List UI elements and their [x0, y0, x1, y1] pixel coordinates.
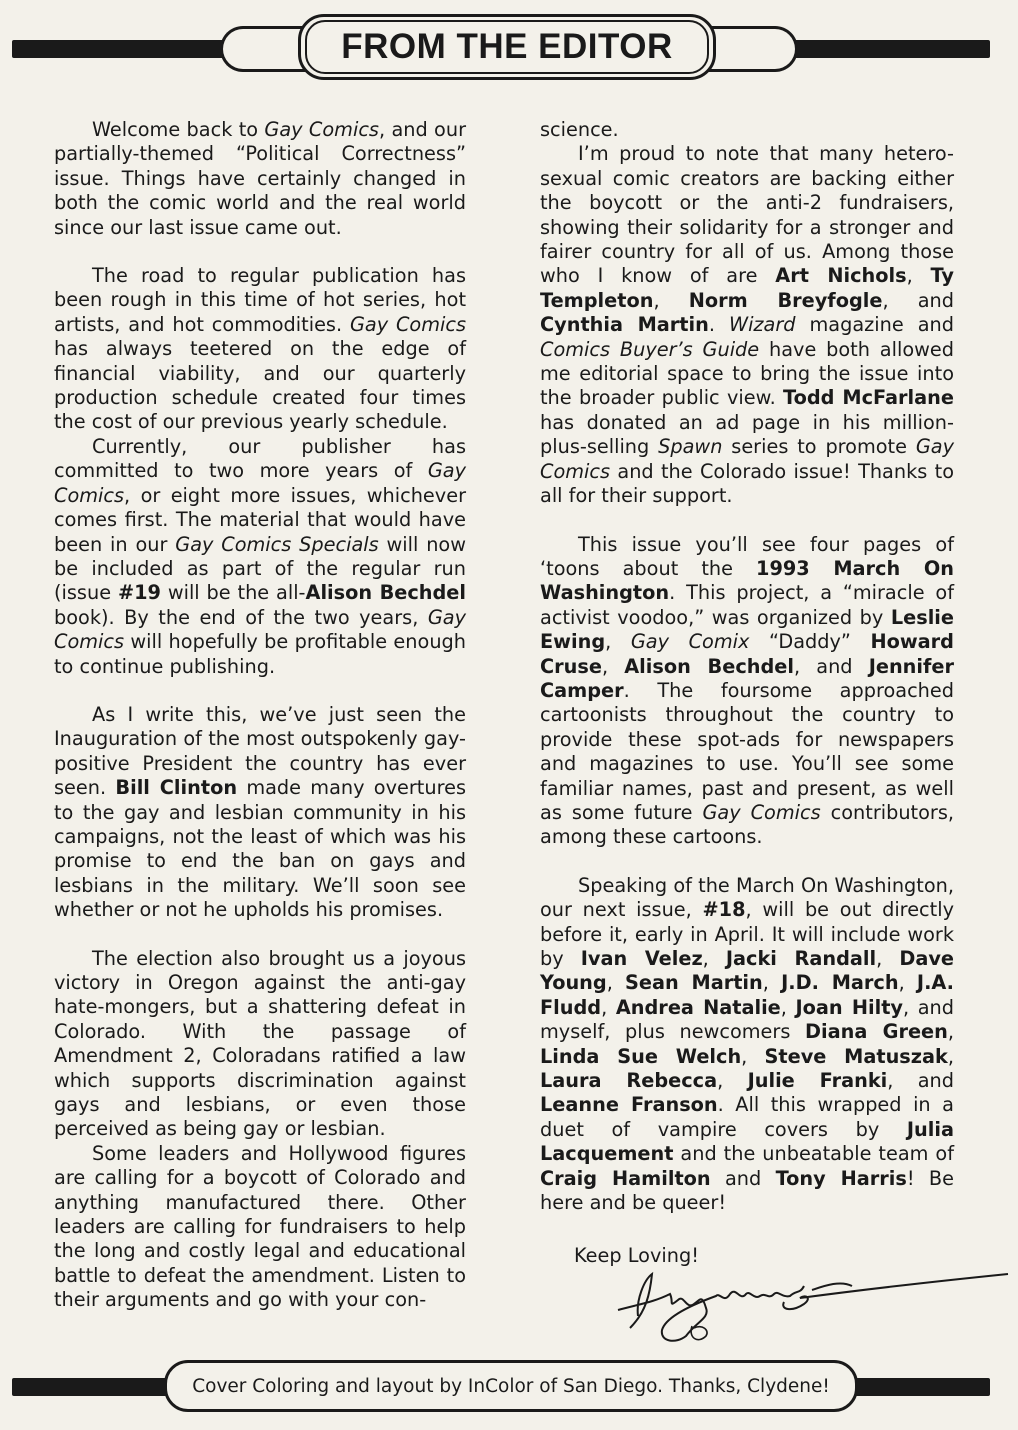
left-paragraph-2: The road to regular publication has been rough in this time of hot series, hot artists, and hot commodities. Gay Comics has always teetered on the edge of financial viability, and our quarterly production schedule created four times the cost of our previous yearly schedule. — [54, 264, 467, 434]
page-title: FROM THE EDITOR — [341, 27, 673, 66]
signoff: Keep Loving! — [574, 1244, 699, 1267]
header-cap-right — [708, 26, 798, 72]
footer-credit: Cover Coloring and layout by InColor of San Diego. Thanks, Clydene! — [192, 1375, 830, 1397]
left-paragraph-3: Currently, our publisher has committed to two more years of Gay Comics, or eight more issues, whichever comes first. The material that would have been in our Gay Comics Specials will now be included as part of the regular run (issue #19 will be the all-Alison Bechdel book). By the end of the two years, Gay Comics will hopefully be profitable enough to continue publishing. — [54, 434, 466, 678]
left-column — [54, 118, 466, 1313]
footer-credit-box — [164, 1360, 858, 1412]
right-paragraph-2: I’m proud to note that many hetero-sexual comic creators are backing either the boycott or the anti-2 fundraisers, showing their solidarity for a stronger and fairer country for all of us. Among those who I know of are Art Nichols, Ty Templeton, Norm Breyfogle, and Cynthia Martin. Wizard magazine and Comics Buyer’s Guide have both allowed me editorial space to bring the issue into the broader public view. Todd McFarlane has donated an ad page in his million-plus-selling Spawn series to promote Gay Comics and the Colorado issue! Thanks to all for their support. — [540, 142, 955, 508]
left-paragraph-1: Welcome back to Gay Comics, and our partially-themed “Political Correctness” issue. Things have certainly changed in both the comic world and the real world since our last issue came out. — [54, 118, 467, 239]
left-paragraph-5: The election also brought us a joyous victory in Oregon against the anti-gay hate-mongers, but a shattering defeat in Colorado. With the passage of Amendment 2, Coloradans ratified a law which supports discrimination against gays and lesbians, or even those perceived as being gay or lesbian. — [54, 946, 466, 1141]
right-column — [540, 118, 954, 1215]
left-paragraph-6: Some leaders and Hollywood figures are calling for a boycott of Colorado and anything manufactured there. Other leaders are calling for fundraisers to help the long and costly legal and educational battle to defeat the amendment. Listen to their arguments and go with your con- — [54, 1141, 466, 1312]
signature-image — [590, 1264, 1010, 1344]
header-cap-left — [220, 26, 310, 72]
title-inner-frame — [305, 20, 709, 74]
right-paragraph-3: This issue you’ll see four pages of ‘toons about the 1993 March On Washington. This project, a “miracle of activist voodoo,” was organized by Leslie Ewing, Gay Comix “Daddy” Howard Cruse, Alison Bechdel, and Jennifer Camper. The foursome approached cartoonists throughout the country to provide these spot-ads for newspapers and magazines to use. You’ll see some familiar names, past and present, as well as some future Gay Comics contributors, among these cartoons. — [540, 532, 955, 849]
right-paragraph-4: Speaking of the March On Washington, our next issue, #18, will be out directly before it, early in April. It will include work by Ivan Velez, Jacki Randall, Dave Young, Sean Martin, J.D. March, J.A. Fludd, Andrea Natalie, Joan Hilty, and myself, plus newcomers Diana Green, Linda Sue Welch, Steve Matuszak, Laura Rebecca, Julie Franki, and Leanne Franson. All this wrapped in a duet of vampire covers by Julia Lacquement and the unbeatable team of Craig Hamilton and Tony Harris! Be here and be queer! — [540, 873, 955, 1215]
right-paragraph-1: science. — [540, 118, 619, 141]
left-paragraph-4: As I write this, we’ve just seen the Inauguration of the most outspokenly gay-positive President the country has ever seen. Bill Clinton made many overtures to the gay and lesbian community in his campaigns, not the least of which was his promise to end the ban on gays and lesbians in the military. We’ll soon see whether or not he upholds his promises. — [54, 702, 466, 922]
